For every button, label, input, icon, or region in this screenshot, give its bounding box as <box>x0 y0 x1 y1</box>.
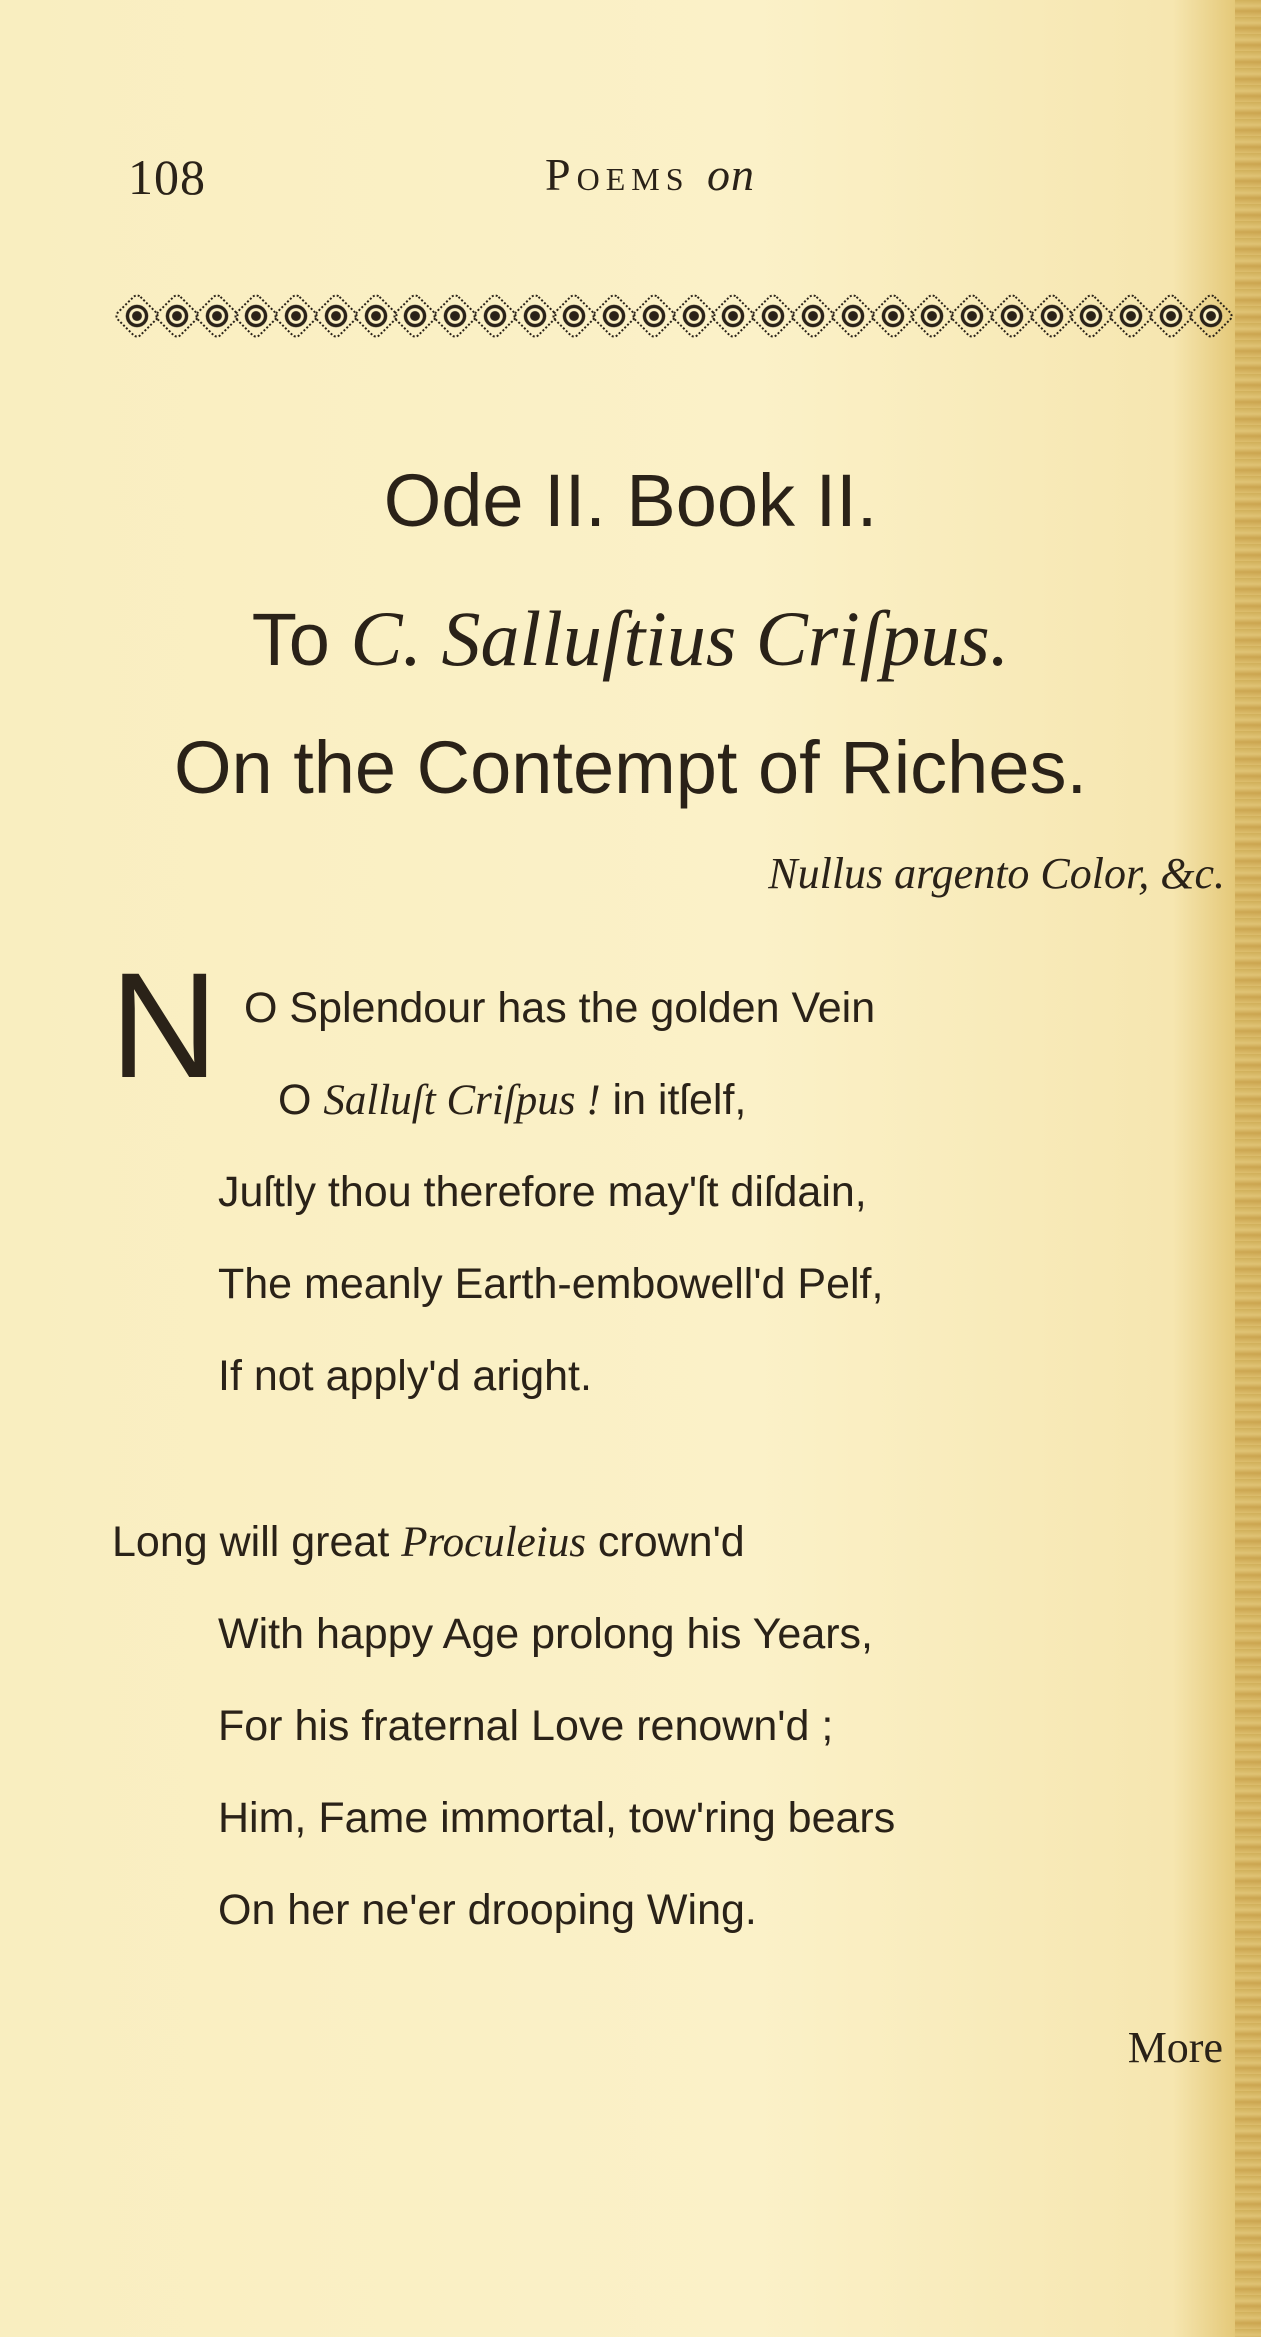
ode-dedication <box>0 594 1261 684</box>
running-head <box>545 148 755 201</box>
ornament-icon <box>113 292 161 340</box>
verse-line: Juſtly thou therefore may'ſt diſdain, <box>218 1168 867 1216</box>
verse-suffix: crown'd <box>597 1518 745 1566</box>
drop-cap: N <box>110 941 219 1109</box>
verse-prefix: O <box>278 1076 312 1124</box>
ornament-icon <box>1147 292 1195 340</box>
dedication-name: C. Salluſtius Criſpus. <box>350 595 1010 682</box>
verse-line <box>112 1512 745 1573</box>
ornament-icon <box>829 292 877 340</box>
ornament-icon <box>272 292 320 340</box>
ornament-icon <box>630 292 678 340</box>
catchword: More <box>1127 2023 1223 2072</box>
verse-italic: Salluſt Criſpus ! <box>323 1077 601 1124</box>
verse-line: O Splendour has the golden Vein <box>244 984 876 1032</box>
verse-line: If not apply'd aright. <box>218 1352 592 1400</box>
ornament-icon <box>948 292 996 340</box>
verse-prefix: Long will great <box>112 1518 390 1566</box>
page-number: 108 <box>128 149 206 205</box>
verse-italic: Proculeius <box>401 1519 586 1566</box>
ornament-icon <box>312 292 360 340</box>
dedication-prefix: To <box>251 598 330 681</box>
verse-line: Him, Fame immortal, tow'ring bears <box>218 1794 896 1842</box>
ornament-rule <box>120 290 1228 342</box>
verse-line: The meanly Earth-embowell'd Pelf, <box>218 1260 884 1308</box>
page-edge <box>1235 0 1261 2337</box>
ode-subtitle: On the Contempt of Riches. <box>173 726 1088 809</box>
epigraph: Nullus argento Color, &c. <box>768 849 1225 898</box>
verse-line <box>278 1070 746 1131</box>
ode-title: Ode II. Book II. <box>383 459 878 542</box>
verse-line: On her ne'er drooping Wing. <box>218 1886 757 1934</box>
running-head-main: Poems <box>545 149 690 200</box>
verse-line: For his fraternal Love renown'd ; <box>218 1702 834 1750</box>
ornament-icon <box>471 292 519 340</box>
running-head-italic: on <box>707 149 755 200</box>
ornament-icon <box>1187 292 1235 340</box>
verse-suffix: in itſelf, <box>612 1076 747 1124</box>
ornament-icon <box>988 292 1036 340</box>
verse-line: With happy Age prolong his Years, <box>218 1610 873 1658</box>
ornament-icon <box>789 292 837 340</box>
ornament-icon <box>153 292 201 340</box>
